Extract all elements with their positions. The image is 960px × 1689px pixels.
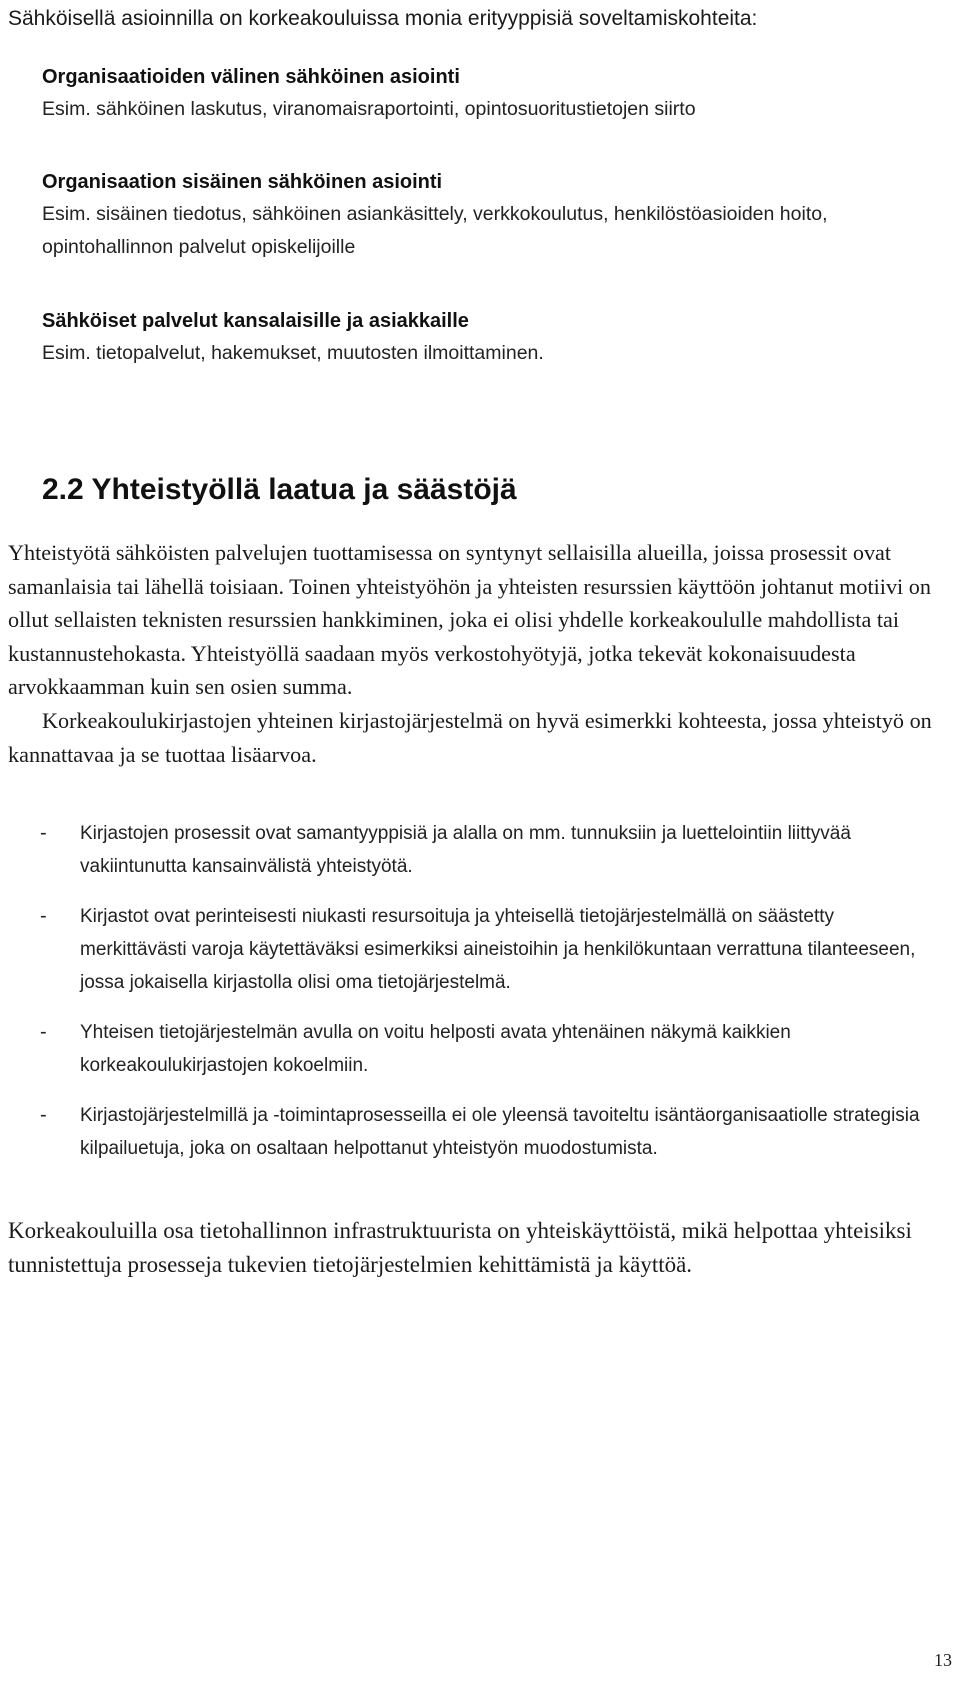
bullet-text: Kirjastot ovat perinteisesti niukasti resursoituja ja yhteisellä tietojärjestelmällä on säästetty merkittävästi varoja käytettäväksi esimerkiksi aineistoihin ja henkilökuntaan verrattuna tilanteeseen, jossa jokaisella kirjastolla olisi oma tietojärjestelmä.: [80, 906, 916, 993]
application-item-citizen-services: [42, 305, 952, 370]
application-description: Esim. sähköinen laskutus, viranomaisraportointi, opintosuoritustietojen siirto: [42, 98, 696, 120]
page-number: 13: [934, 1650, 952, 1670]
bullet-text: Kirjastojen prosessit ovat samantyyppisiä ja alalla on mm. tunnuksiin ja luettelointiin liittyvää vakiintunutta kansainvälistä yhteistyötä.: [80, 823, 851, 877]
bullet-marker: -: [40, 822, 47, 844]
application-heading: Organisaation sisäinen sähköinen asiointi: [42, 171, 443, 193]
section-body: [8, 536, 950, 771]
intro-text: Sähköisellä asioinnilla on korkeakouluissa monia erityyppisiä soveltamiskohteita:: [8, 7, 758, 30]
bullet-marker: -: [40, 905, 47, 927]
body-paragraph-2: Korkeakoulukirjastojen yhteinen kirjastojärjestelmä on hyvä esimerkki kohteesta, jossa yhteistyö on kannattavaa ja se tuottaa lisäarvoa.: [8, 707, 932, 767]
application-item-inter-organisational: [42, 61, 952, 126]
application-description: Esim. tietopalvelut, hakemukset, muutosten ilmoittaminen.: [42, 342, 544, 364]
application-description: Esim. sisäinen tiedotus, sähköinen asiankäsittely, verkkokoulutus, henkilöstöasioiden hoito, opintohallinnon palvelut opiskelijoille: [42, 203, 828, 258]
bullet-text: Kirjastojärjestelmillä ja -toimintaprosesseilla ei ole yleensä tavoiteltu isäntäorganisaatiolle strategisia kilpailuetuja, joka on osaltaan helpottanut yhteistyön muodostumista.: [80, 1105, 920, 1159]
section-heading: 2.2 Yhteistyöllä laatua ja säästöjä: [42, 473, 517, 506]
application-heading: Organisaatioiden välinen sähköinen asiointi: [42, 66, 460, 88]
body-paragraph-1: Yhteistyötä sähköisten palvelujen tuottamisessa on syntynyt sellaisilla alueilla, joissa prosessit ovat samanlaisia tai lähellä toisiaan. Toinen yhteistyöhön ja yhteisten resurssien käyttöön johtanut motiivi on ollut sellaisten teknisten resurssien hankkiminen, joka ei olisi yhdelle korkeakoululle mahdollista tai kustannustehokasta. Yhteistyöllä saadaan myös verkostohyötyjä, jotka tekevät kokonaisuudesta arvokkaamman kuin sen osien summa.: [8, 540, 931, 700]
bullet-text: Yhteisen tietojärjestelmän avulla on voitu helposti avata yhtenäinen näkymä kaikkien korkeakoulukirjastojen kokoelmiin.: [80, 1022, 791, 1076]
bullet-marker: -: [40, 1021, 47, 1043]
closing-paragraph: Korkeakouluilla osa tietohallinnon infrastruktuurista on yhteiskäyttöistä, mikä helpottaa yhteisiksi tunnistettuja prosesseja tukevien tietojärjestelmien kehittämistä ja käyttöä.: [8, 1218, 912, 1277]
application-heading: Sähköiset palvelut kansalaisille ja asiakkaille: [42, 310, 469, 332]
bullet-marker: -: [40, 1104, 47, 1126]
application-item-internal: [42, 166, 952, 264]
